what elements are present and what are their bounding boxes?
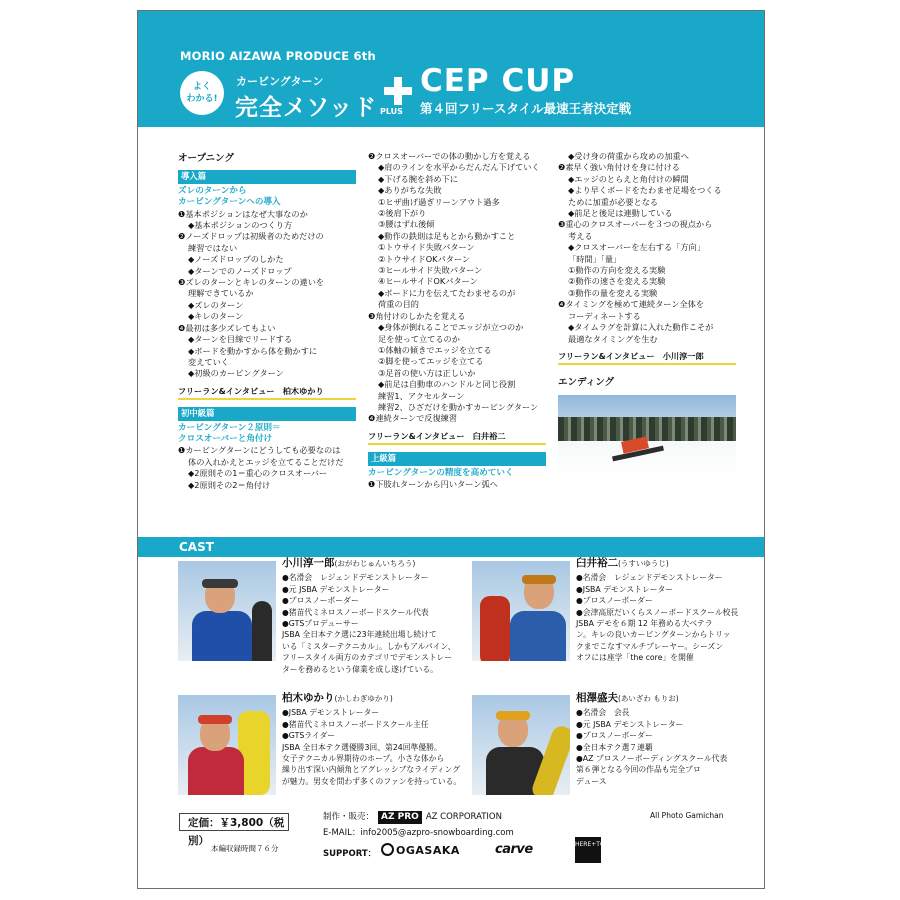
section-bar-beginner-intermediate: 初中級篇 [178,407,356,420]
chapter-item: ◆より早くボードをたわませ足場をつくる [568,185,722,196]
chapter-item: ②動作の速さを変える実験 [568,276,666,287]
cast-photo-kashiwagi [178,695,276,795]
chapter-item: ❶カービングターンにどうしても必要なのは [178,445,341,456]
chapter-item: ◆ターンでのノーズドロップ [188,265,292,276]
section-subtitle-line: クロスオーバーと角付け [178,433,273,444]
cast-card-kashiwagi [282,693,461,787]
email-label: E-MAIL： [323,828,361,838]
cast-profile-line: オフには座学「the core」を開催 [576,653,694,663]
chapter-item: 練習2、ひざだけを動かすカービングターン [378,401,539,412]
ending-heading: エンディング [558,377,615,389]
cast-profile-line: ●全日本テク選７連覇 [576,742,653,752]
cast-profile-line: 繰り出す深い内傾角とアグレッシブなライディング [282,765,460,775]
cast-profile-line: ●AZ プロスノーボーディングスクール代表 [576,754,728,764]
cast-profile-line: ●名滑会 会長 [576,708,630,718]
badge-line-2: わかる! [186,94,218,104]
chapter-item: ◆2原則その1＝重心のクロスオーバー [188,468,328,479]
cast-profile-line: ●名滑会 レジェンドデモンストレーター [576,573,723,583]
chapter-item: ◆ノーズドロップのしかた [188,254,284,265]
chapter-item: ◆ボードを動かすから体を動かすに [188,345,318,356]
chapter-item: ❶基本ポジションはなぜ大事なのか [178,208,308,219]
section-bar-intro: 導入篇 [178,170,356,183]
cast-photo-usui [472,561,570,661]
plus-icon [384,77,412,105]
chapter-item: ❷素早く強い角付けを身に付ける [558,162,680,173]
chapter-item: ❶下肢れターンから円いターン弧へ [368,478,498,489]
runtime-label: 本編収録時間７６分 [211,844,279,853]
chapter-item: ◆前足は自動車のハンドルと同じ役割 [378,379,516,390]
chapter-item: ①トウサイド失敗パターン [378,242,475,253]
production-label: 制作・販売： [323,812,375,822]
section-bar-advanced: 上級篇 [368,452,546,465]
chapter-item: 最適なタイミングを生む [568,333,658,344]
chapter-item: ❸重心のクロスオーバーを３つの視点から [558,219,713,230]
cast-card-aizawa [576,693,727,787]
chapter-item: ❹連続ターンで反復練習 [368,413,458,424]
chapter-item: 「時間」「量」 [568,253,622,264]
chapter-item: ❸ズレのターンとキレのターンの違いを [178,277,325,288]
chapter-item: ◆肩のラインを水平からだんだん下げていく [378,162,540,173]
title-subtitle: カービングターン [236,75,324,88]
cast-profile-line: 女子テクニカル界期待のホープ。小さな体から [282,754,445,764]
cast-profile-line: が魅力。男女を問わず多くのファンを持っている。 [282,776,462,786]
company-name: AZ CORPORATION [425,812,502,822]
here-today-logo: HERE+TODAY [575,837,601,863]
cast-profile-line: クまでこなすマルチプレーヤー。シーズン [576,641,724,651]
chapter-item: 考える [568,230,593,241]
cast-profile-line: ●プロスノーボーダー [282,596,359,606]
photo-credit: All Photo Gamichan [650,811,724,820]
cast-profile-line: ●GTSライダー [282,731,336,741]
chapter-item: ❷ノーズドロップは初級者のためだけの [178,231,324,242]
plus-label: PLUS [380,107,403,116]
chapter-item: ②トウサイドOKパターン [378,253,471,264]
chapter-item: ◆2原則その2＝角付け [188,479,271,490]
email-line [323,826,514,838]
easy-badge [180,71,224,115]
chapter-item: ◆基本ポジションのつくり方 [188,220,293,231]
section-subtitle-line: カービングターン２原則＝ [178,422,281,433]
cast-profile-line: JSBA 全日本テク選に23年連続出場し続けて [282,630,437,640]
cast-name: 小川淳一郎(おがわじゅんいちろう) [282,557,416,569]
chapter-item: ◆受け身の荷重から攻めの加重へ [568,151,689,161]
cast-profile-line: ●GTSプロデューサー [282,619,359,629]
cast-profile-line: フリースタイル両方のカテゴリでデモンストレー [282,653,453,663]
chapter-item: コーディネートする [568,310,641,321]
chapter-item: ③足首の使い方は正しいか [378,367,476,378]
cast-name: 相澤盛夫(あいざわ もりお) [576,692,679,704]
cast-profile-line: ●会津高原だいくらスノーボードスクール校長 [576,607,739,617]
chapter-item: ③ヒールサイド失敗パターン [378,265,483,276]
chapter-item: 荷重の目的 [378,299,419,310]
chapter-item: ②後肩下がり [378,208,427,219]
chapter-item: 体の入れかえとエッジを立てることだけだ [188,456,344,467]
section-subtitle-line: カービングターンへの導入 [178,197,281,208]
cep-cup-subtitle: 第４回フリースタイル最速王者決定戦 [420,101,632,116]
cast-profile-line: いる「ミスターテクニカル」。しかもアルパイン、 [282,641,456,651]
cast-profile-line: JSBA デモを６期 12 年務める大ベテラ [576,619,713,629]
chapter-item: 理解できているか [188,288,254,299]
price-box: 定価：￥3,800（税別） [179,813,289,831]
cast-card-ogawa [282,558,455,675]
cast-photo-aizawa [472,695,570,795]
chapter-item: ❹タイミングを極めて連続ターン全体を [558,299,705,310]
cast-profile-line: ●JSBA デモンストレーター [576,584,674,594]
chapter-item: ❷クロスオーバーでの体の動かし方を覚える [368,151,531,161]
cast-profile-line: ●猪苗代ミネロスノーボードスクール代表 [282,607,429,617]
producer-label: MORIO AIZAWA PRODUCE 6th [180,49,376,63]
cast-card-usui [576,558,738,664]
chapter-column-1 [178,151,356,491]
chapter-item: ◆エッジのとらえと角付けの瞬間 [568,173,689,184]
chapter-item: 練習1、アクセルターン [378,390,465,401]
chapter-item: 足を使って立てるのか [378,333,460,344]
cast-profile-line: ターを務めるという偉業を成し遂げている。 [282,664,438,674]
interview-credit: フリーラン&インタビュー 柏木ゆかり [178,386,356,400]
cast-profile-line: ●JSBA デモンストレーター [282,708,380,718]
chapter-item: ◆ズレのターン [188,299,244,310]
cast-profile-line: 第６弾となる今回の作品も完全プロ [576,765,701,775]
chapter-item: ◆初級のカービングターン [188,368,284,379]
chapter-item: ③動作の量を変える実験 [568,287,658,298]
ogasaka-logo: OGASAKA [381,843,460,857]
title-banner [138,11,764,127]
chapter-item: ◆ボードに力を伝えてたわませるのが [378,287,516,298]
chapter-item: ◆タイムラグを計算に入れた動作こそが [568,322,714,333]
chapter-item: ❸角付けのしかたを覚える [368,310,466,321]
chapter-column-2 [368,151,546,490]
main-title: 完全メソッド [235,95,378,121]
chapter-item: ④ヒールサイドOKパターン [378,276,478,287]
ending-photo [558,395,736,475]
chapter-item: ◆前足と後足は連動している [568,208,673,219]
section-subtitle-line: ズレのターンから [178,185,247,196]
chapter-item: 変えていく [188,356,229,367]
production-line [323,811,502,824]
cast-profile-line: ●プロスノーボーダー [576,731,653,741]
chapter-item: ②脚を使ってエッジを立てる [378,356,484,367]
chapter-item: ◆キレのターン [188,311,244,322]
dvd-back-cover [137,10,765,889]
cep-cup-title: CEP CUP [420,63,576,99]
chapter-item: ◆ターンを目線でリードする [188,334,293,345]
section-subtitle-line: カービングターンの精度を高めていく [368,467,514,478]
chapter-column-3 [558,151,736,475]
cast-profile-line: ●元 JSBA デモンストレーター [282,584,390,594]
cast-profile-line: JSBA 全日本テク選優勝3回、第24回準優勝。 [282,742,442,752]
chapter-item: ❹最初は多少ズレてもよい [178,322,276,333]
cast-profile-line: ●元 JSBA デモンストレーター [576,719,684,729]
cast-bar: CAST [138,537,764,557]
interview-credit: フリーラン&インタビュー 小川淳一郎 [558,351,736,365]
cast-profile-line: ン。キレの良いカービングターンからトリッ [576,630,731,640]
badge-line-1: よく [192,82,211,92]
chapter-item: ◆クロスオーバーを左右する「方向」 [568,242,705,253]
chapter-item: 練習ではない [188,242,238,253]
cast-profile-line: ●猪苗代ミネロスノーボードスクール主任 [282,719,429,729]
cast-profile-line: ●プロスノーボーダー [576,596,653,606]
interview-credit: フリーラン&インタビュー 臼井裕二 [368,431,546,445]
opening-heading: オープニング [178,153,234,164]
chapter-item: ために加重が必要となる [568,196,659,207]
chapter-item: ③腰はずれ後傾 [378,219,435,230]
carve-logo: carve [495,842,533,857]
cast-photo-ogawa [178,561,276,661]
support-label: SUPPORT： [323,849,377,859]
cast-profile-line: ●名滑会 レジェンドデモンストレーター [282,573,429,583]
chapter-item: ◆下げる腕を斜め下に [378,173,458,184]
chapter-item: ①動作の方向を変える実験 [568,265,666,276]
cast-profile-line: デュース [576,776,607,786]
chapter-item: ◆動作の鉄則は足もとから動かすこと [378,230,516,241]
az-pro-logo: AZ PRO [378,811,422,824]
chapter-item: ①ヒザ曲げ過ぎリーンアウト過多 [378,196,500,207]
chapter-item: ◆ありがちな失敗 [378,185,442,196]
cast-name: 臼井裕二(うすいゆうじ) [576,557,669,569]
chapter-item: ①体軸の傾きでエッジを立てる [378,344,492,355]
chapter-item: ◆身体が倒れることでエッジが立つのか [378,322,524,333]
email-address[interactable]: info2005@azpro-snowboarding.com [360,828,514,838]
cast-name: 柏木ゆかり(かしわぎゆかり) [282,692,393,704]
